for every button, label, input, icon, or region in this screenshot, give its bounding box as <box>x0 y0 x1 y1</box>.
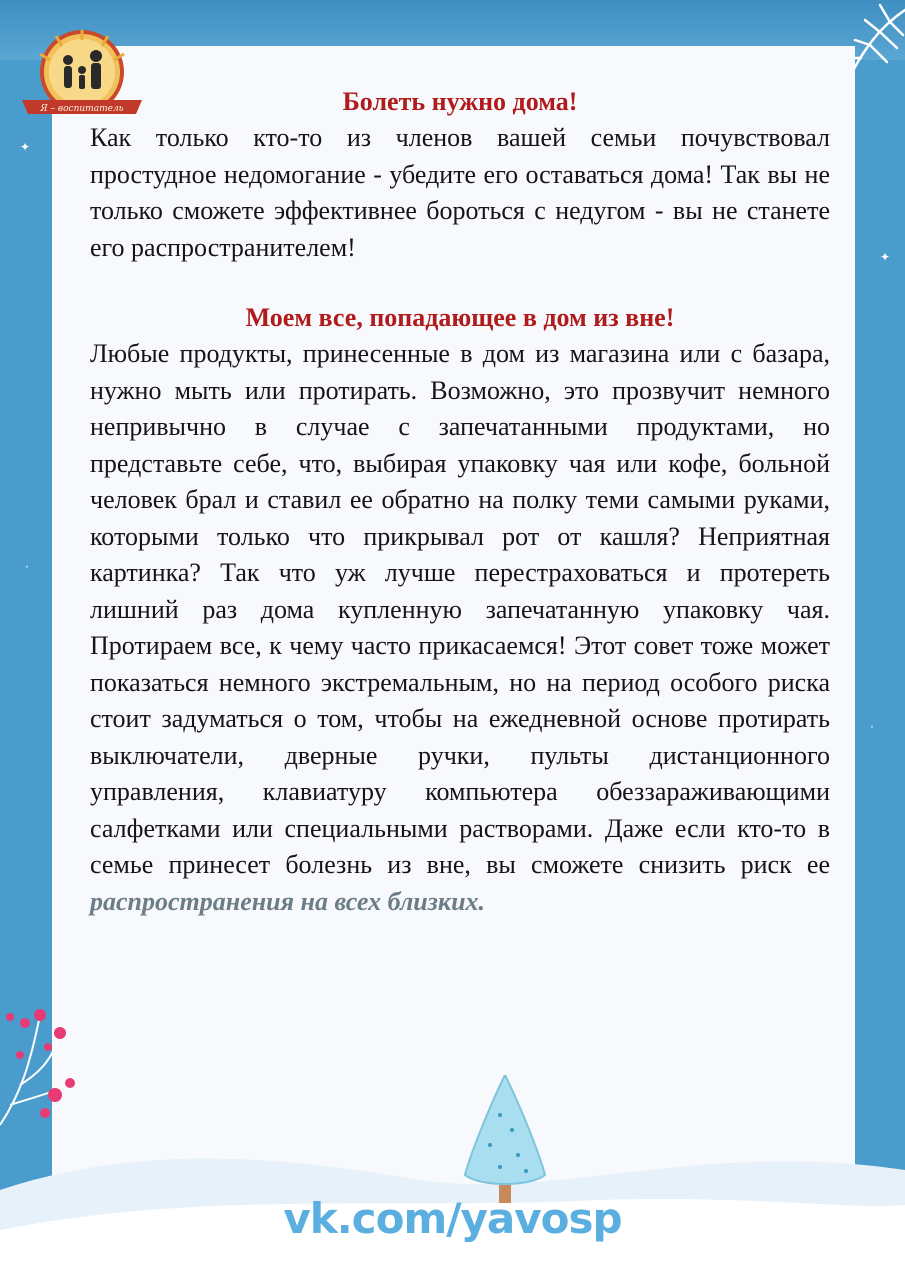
svg-text:Я – воспитатель: Я – воспитатель <box>40 104 124 114</box>
snowflake-icon: ✦ <box>880 250 891 264</box>
article <box>90 84 830 920</box>
section-paragraph-wash-items <box>90 336 830 920</box>
vk-link[interactable]: vk.com/yavosp <box>283 1194 622 1243</box>
snowflake-icon: ✦ <box>20 140 31 154</box>
section-heading-stay-home: Болеть нужно дома! <box>342 87 578 116</box>
christmas-tree-icon <box>460 1075 550 1210</box>
paragraph-text: Любые продукты, принесенные в дом из магазина или с базара, нужно мыть или протирать. Возможно, это прозвучит немного непривычно в случае с запечатанными продуктами, но представьте себе, что, выбирая упаковку чая или кофе, больной человек брал и ставил ее обратно на полку теми самыми руками, которыми только что прикрывал рот от кашля? Неприятная картинка? Так что уж лучше перестраховаться и протереть лишний раз дома купленную запечатанную упаковку чая. Протираем все, к чему часто прикасаемся! Этот совет тоже может показаться немного экстремальным, но на период особого риска стоит задуматься о том, чтобы на ежедневной основе протирать выключатели, дверные ручки, пульты дистанционного управления, клавиатуру компьютера обеззараживающими салфетками или специальными растворами. Даже если кто-то в семье принесет болезнь из вне, вы сможете снизить риск ее <box>90 339 830 879</box>
section-heading-wash-items: Моем все, попадающее в дом из вне! <box>245 303 675 332</box>
emphasis-text: распространения на всех близких. <box>90 886 486 916</box>
section-paragraph-stay-home: Как только кто-то из членов вашей семьи почувствовал простудное недомогание - убедите его оставаться дома! Так вы не только сможете эффективнее бороться с недугом - вы не станете его распространителем! <box>90 123 830 262</box>
snow-ground <box>0 1100 905 1280</box>
snowflake-icon: · <box>870 720 874 734</box>
snowflake-icon: · <box>25 560 29 574</box>
